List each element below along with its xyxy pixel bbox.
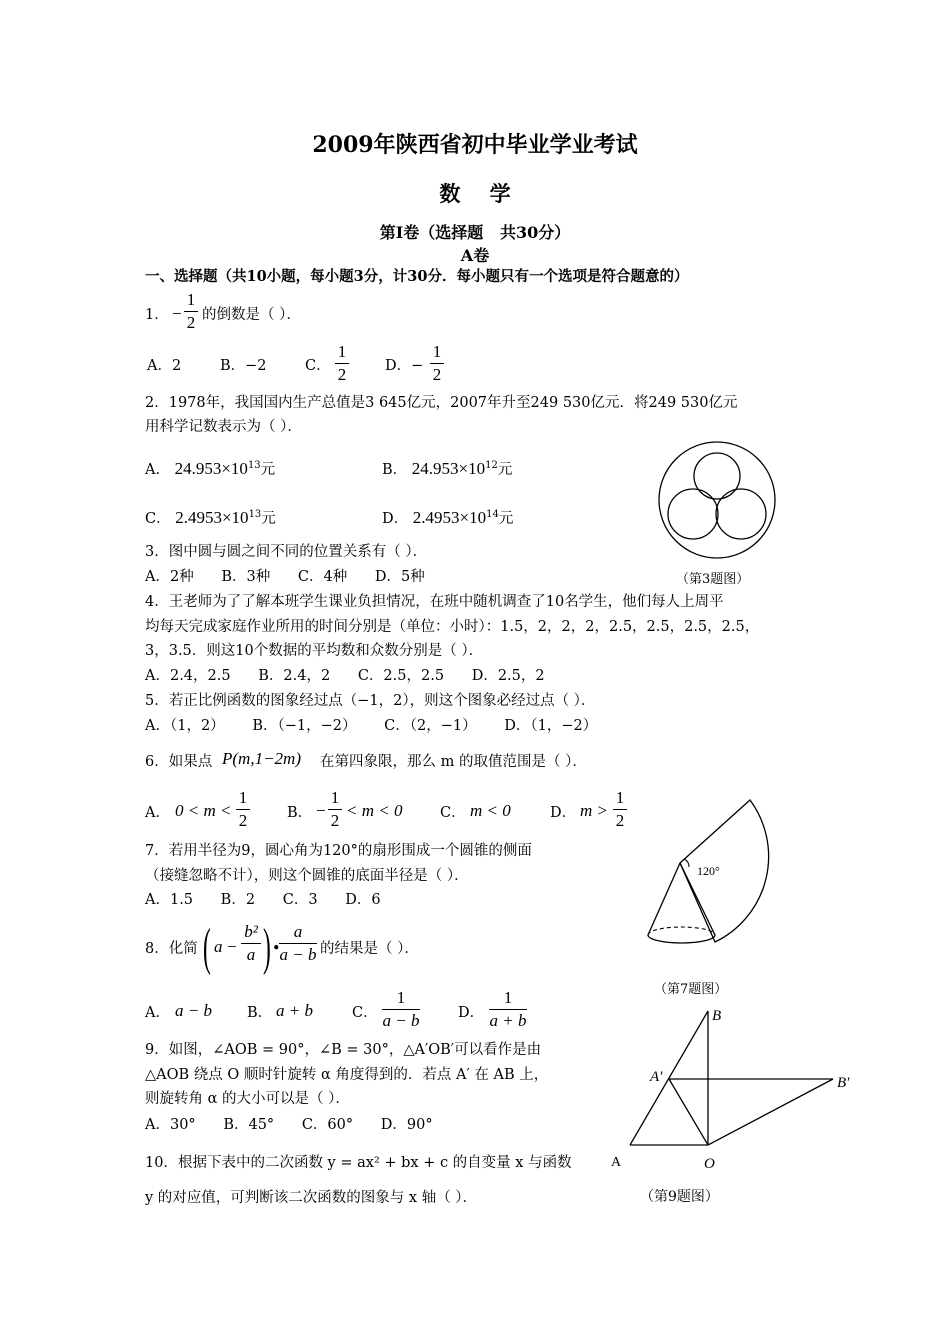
q6-b-num: 1 — [330, 788, 340, 807]
q2-b-value: 24.953×10 — [411, 458, 486, 478]
q5-text: 5．若正比例函数的图象经过点（−1，2），则这个图象必经过点（ ）． — [145, 693, 596, 709]
q6-b-neg: − — [316, 801, 326, 820]
q7-line2: （接缝忽略不计），则这个圆锥的底面半径是（ ）． — [145, 868, 469, 884]
q8-f-num: a — [293, 922, 303, 941]
q1-option-d-frac — [430, 342, 444, 385]
q1-d-num: 1 — [432, 342, 442, 361]
q8-f-den: a − b — [279, 945, 317, 964]
q2-c-unit: 元 — [261, 510, 276, 527]
q6-b-den: 2 — [330, 811, 340, 830]
q8-option-a: A． — [145, 1005, 170, 1021]
q6-d-num: 1 — [615, 788, 625, 807]
q3-figure — [655, 438, 780, 563]
q8-c-den: a − b — [382, 1011, 420, 1030]
q6-c-expr: m < 0 — [470, 801, 511, 820]
q9-label-b: B — [712, 1008, 722, 1024]
q1-option-c-frac — [335, 342, 349, 385]
q6-a-expr: 0 < m < — [175, 801, 232, 820]
q8-b-expr: a + b — [276, 1001, 313, 1020]
q9-label-a-prime: A′ — [650, 1069, 663, 1085]
q2-option-d — [382, 506, 513, 528]
q4-line2: 均每天完成家庭作业所用的时间分别是（单位：小时）：1.5，2，2，2，2.5，2.5，2.5，2.5， — [145, 619, 760, 635]
q6-point: P(m,1−2m) — [222, 749, 301, 768]
q8-dot: • — [272, 941, 281, 957]
q1-c-num: 1 — [337, 342, 347, 361]
q8-d-num: 1 — [503, 988, 513, 1007]
q2-a-exp: 13 — [247, 460, 261, 471]
q8-pre: 8．化简 — [145, 941, 198, 957]
q7-figure — [640, 795, 780, 975]
q9-segment-a-prime-o — [669, 1079, 708, 1145]
q2-c-label: C． — [145, 510, 171, 527]
q1-frac-den: 2 — [186, 313, 196, 332]
exam-title: 2009年陕西省初中毕业学业考试 — [312, 132, 638, 158]
q1-option-d: D．− — [385, 358, 424, 374]
q7-angle-label: 120° — [697, 864, 720, 878]
q6-option-b: B． — [287, 805, 313, 821]
q2-option-a — [145, 457, 275, 479]
q7-angle-arc — [684, 859, 689, 867]
q8-option-d: D． — [458, 1005, 485, 1021]
q6-d-den: 2 — [615, 811, 625, 830]
section-heading: 一、选择题（共10小题，每小题3分，计30分．每小题只有一个选项是符合题意的） — [145, 268, 689, 285]
q6-d-expr: m > — [580, 801, 608, 820]
q2-option-b — [382, 457, 512, 479]
q8-c-frac — [382, 988, 420, 1031]
q8-minus: − — [227, 937, 237, 956]
q2-b-label: B． — [382, 461, 408, 478]
q3-outer-circle — [659, 442, 775, 558]
q1-number: 1． — [145, 307, 169, 323]
q2-d-unit: 元 — [498, 510, 514, 527]
q6-a-den: 2 — [238, 811, 248, 830]
q9-line1: 9．如图，∠AOB = 90°，∠B = 30°，△A′OB′可以看作是由 — [145, 1042, 542, 1058]
q2-line1: 2．1978年，我国国内生产总值是3 645亿元，2007年升至249 530亿元．将249 530亿元 — [145, 395, 738, 411]
q2-d-exp: 14 — [486, 509, 499, 520]
q3-right-circle — [716, 489, 766, 539]
q9-line3: 则旋转角 α 的大小可以是（ ）． — [145, 1091, 350, 1107]
q2-option-c — [145, 506, 276, 528]
q9-segment-ob-prime — [708, 1079, 833, 1145]
q9-label-a: A — [611, 1155, 622, 1170]
q2-b-exp: 12 — [485, 460, 498, 471]
q6-pre: 6．如果点 — [145, 754, 213, 770]
q1-fraction — [184, 290, 198, 333]
q1-d-den: 2 — [432, 365, 442, 384]
q5-options: A．（1，2） B．（−1，−2） C．（2，−1） D．（1，−2） — [145, 718, 598, 734]
q2-a-value: 24.953×10 — [174, 458, 248, 478]
q7-line1: 7．若用半径为9，圆心角为120°的扇形围成一个圆锥的侧面 — [145, 843, 532, 859]
q8-frac — [279, 922, 317, 965]
subject-title: 数 学 — [439, 181, 511, 206]
q9-caption: （第9题图） — [640, 1189, 719, 1205]
q4-options: A．2.4，2.5 B．2.4，2 C．2.5，2.5 D．2.5，2 — [145, 668, 545, 684]
q8-b2-frac — [241, 922, 261, 965]
q2-c-value: 2.4953×10 — [175, 507, 249, 527]
q1-option-b: B．−2 — [220, 358, 267, 374]
q8-d-frac — [489, 988, 527, 1031]
q6-a-frac — [236, 788, 250, 831]
q8-b2-num: b² — [244, 922, 258, 941]
q1-frac-num: 1 — [186, 290, 196, 309]
q6-b-tail: < m < 0 — [346, 801, 403, 820]
part-title: 第Ⅰ卷（选择题 共30分） — [379, 223, 571, 242]
q2-d-value: 2.4953×10 — [412, 507, 487, 527]
q9-options: A．30° B．45° C．60° D．90° — [145, 1117, 433, 1133]
q7-sector — [680, 800, 769, 942]
q8-option-c: C． — [352, 1005, 378, 1021]
q2-line2: 用科学记数表示为（ ）． — [145, 419, 302, 435]
q8-a-expr: a − b — [175, 1001, 212, 1020]
q3-left-circle — [668, 489, 718, 539]
q3-caption: （第3题图） — [676, 572, 750, 587]
q1-neg: − — [172, 304, 182, 323]
q1-c-den: 2 — [337, 365, 347, 384]
q10-line1: 10．根据下表中的二次函数 y = ax² + bx + c 的自变量 x 与函数 — [145, 1155, 572, 1171]
q8-a: a — [214, 937, 223, 956]
q8-c-num: 1 — [396, 988, 406, 1007]
q6-b-frac — [328, 788, 342, 831]
q6-post: 在第四象限，那么 m 的取值范围是（ ）． — [320, 754, 587, 770]
q8-option-b: B． — [247, 1005, 273, 1021]
q8-right-paren: ) — [263, 919, 271, 976]
q6-d-frac — [613, 788, 627, 831]
q9-line2: △AOB 绕点 O 顺时针旋转 α 角度得到的．若点 A′ 在 AB 上， — [145, 1067, 549, 1083]
q1-option-a: A．2 — [147, 358, 182, 374]
q2-c-exp: 13 — [248, 509, 262, 520]
q9-figure — [605, 1005, 865, 1175]
q2-d-label: D． — [382, 510, 409, 527]
q8-b2-den: a — [246, 945, 256, 964]
q6-option-c: C． — [440, 805, 466, 821]
q10-line2: y 的对应值，可判断该二次函数的图象与 x 轴（ ）． — [145, 1190, 478, 1206]
q6-a-num: 1 — [238, 788, 248, 807]
q3-options: A．2种 B．3种 C．4种 D．5种 — [145, 569, 425, 585]
q6-option-a: A． — [145, 805, 170, 821]
q4-line1: 4．王老师为了了解本班学生课业负担情况，在班中随机调查了10名学生，他们每人上周平 — [145, 594, 724, 610]
q1-text: 的倒数是（ ）． — [202, 307, 301, 323]
q7-caption: （第7题图） — [654, 982, 728, 997]
volume-title: A卷 — [460, 246, 490, 265]
q7-options: A．1.5 B．2 C．3 D．6 — [145, 892, 381, 908]
q9-label-b-prime: B′ — [837, 1075, 850, 1091]
q8-left-paren: ( — [203, 919, 211, 976]
q7-cone-base-back — [648, 927, 715, 935]
q2-a-unit: 元 — [260, 461, 276, 478]
q2-a-label: A． — [145, 461, 170, 478]
q3-top-circle — [694, 453, 740, 499]
q4-line3: 3，3.5．则这10个数据的平均数和众数分别是（ ）． — [145, 643, 484, 659]
q3-text: 3．图中圆与圆之间不同的位置关系有（ ）． — [145, 544, 428, 560]
q9-label-o: O — [704, 1156, 715, 1172]
q1-option-c: C． — [305, 358, 331, 374]
q7-cone-left-edge — [648, 863, 680, 935]
q6-option-d: D． — [550, 805, 577, 821]
q8-d-den: a + b — [489, 1011, 527, 1030]
q2-b-unit: 元 — [497, 461, 513, 478]
q8-post: 的结果是（ ）． — [320, 941, 419, 957]
q7-cone-base-front — [648, 935, 715, 943]
